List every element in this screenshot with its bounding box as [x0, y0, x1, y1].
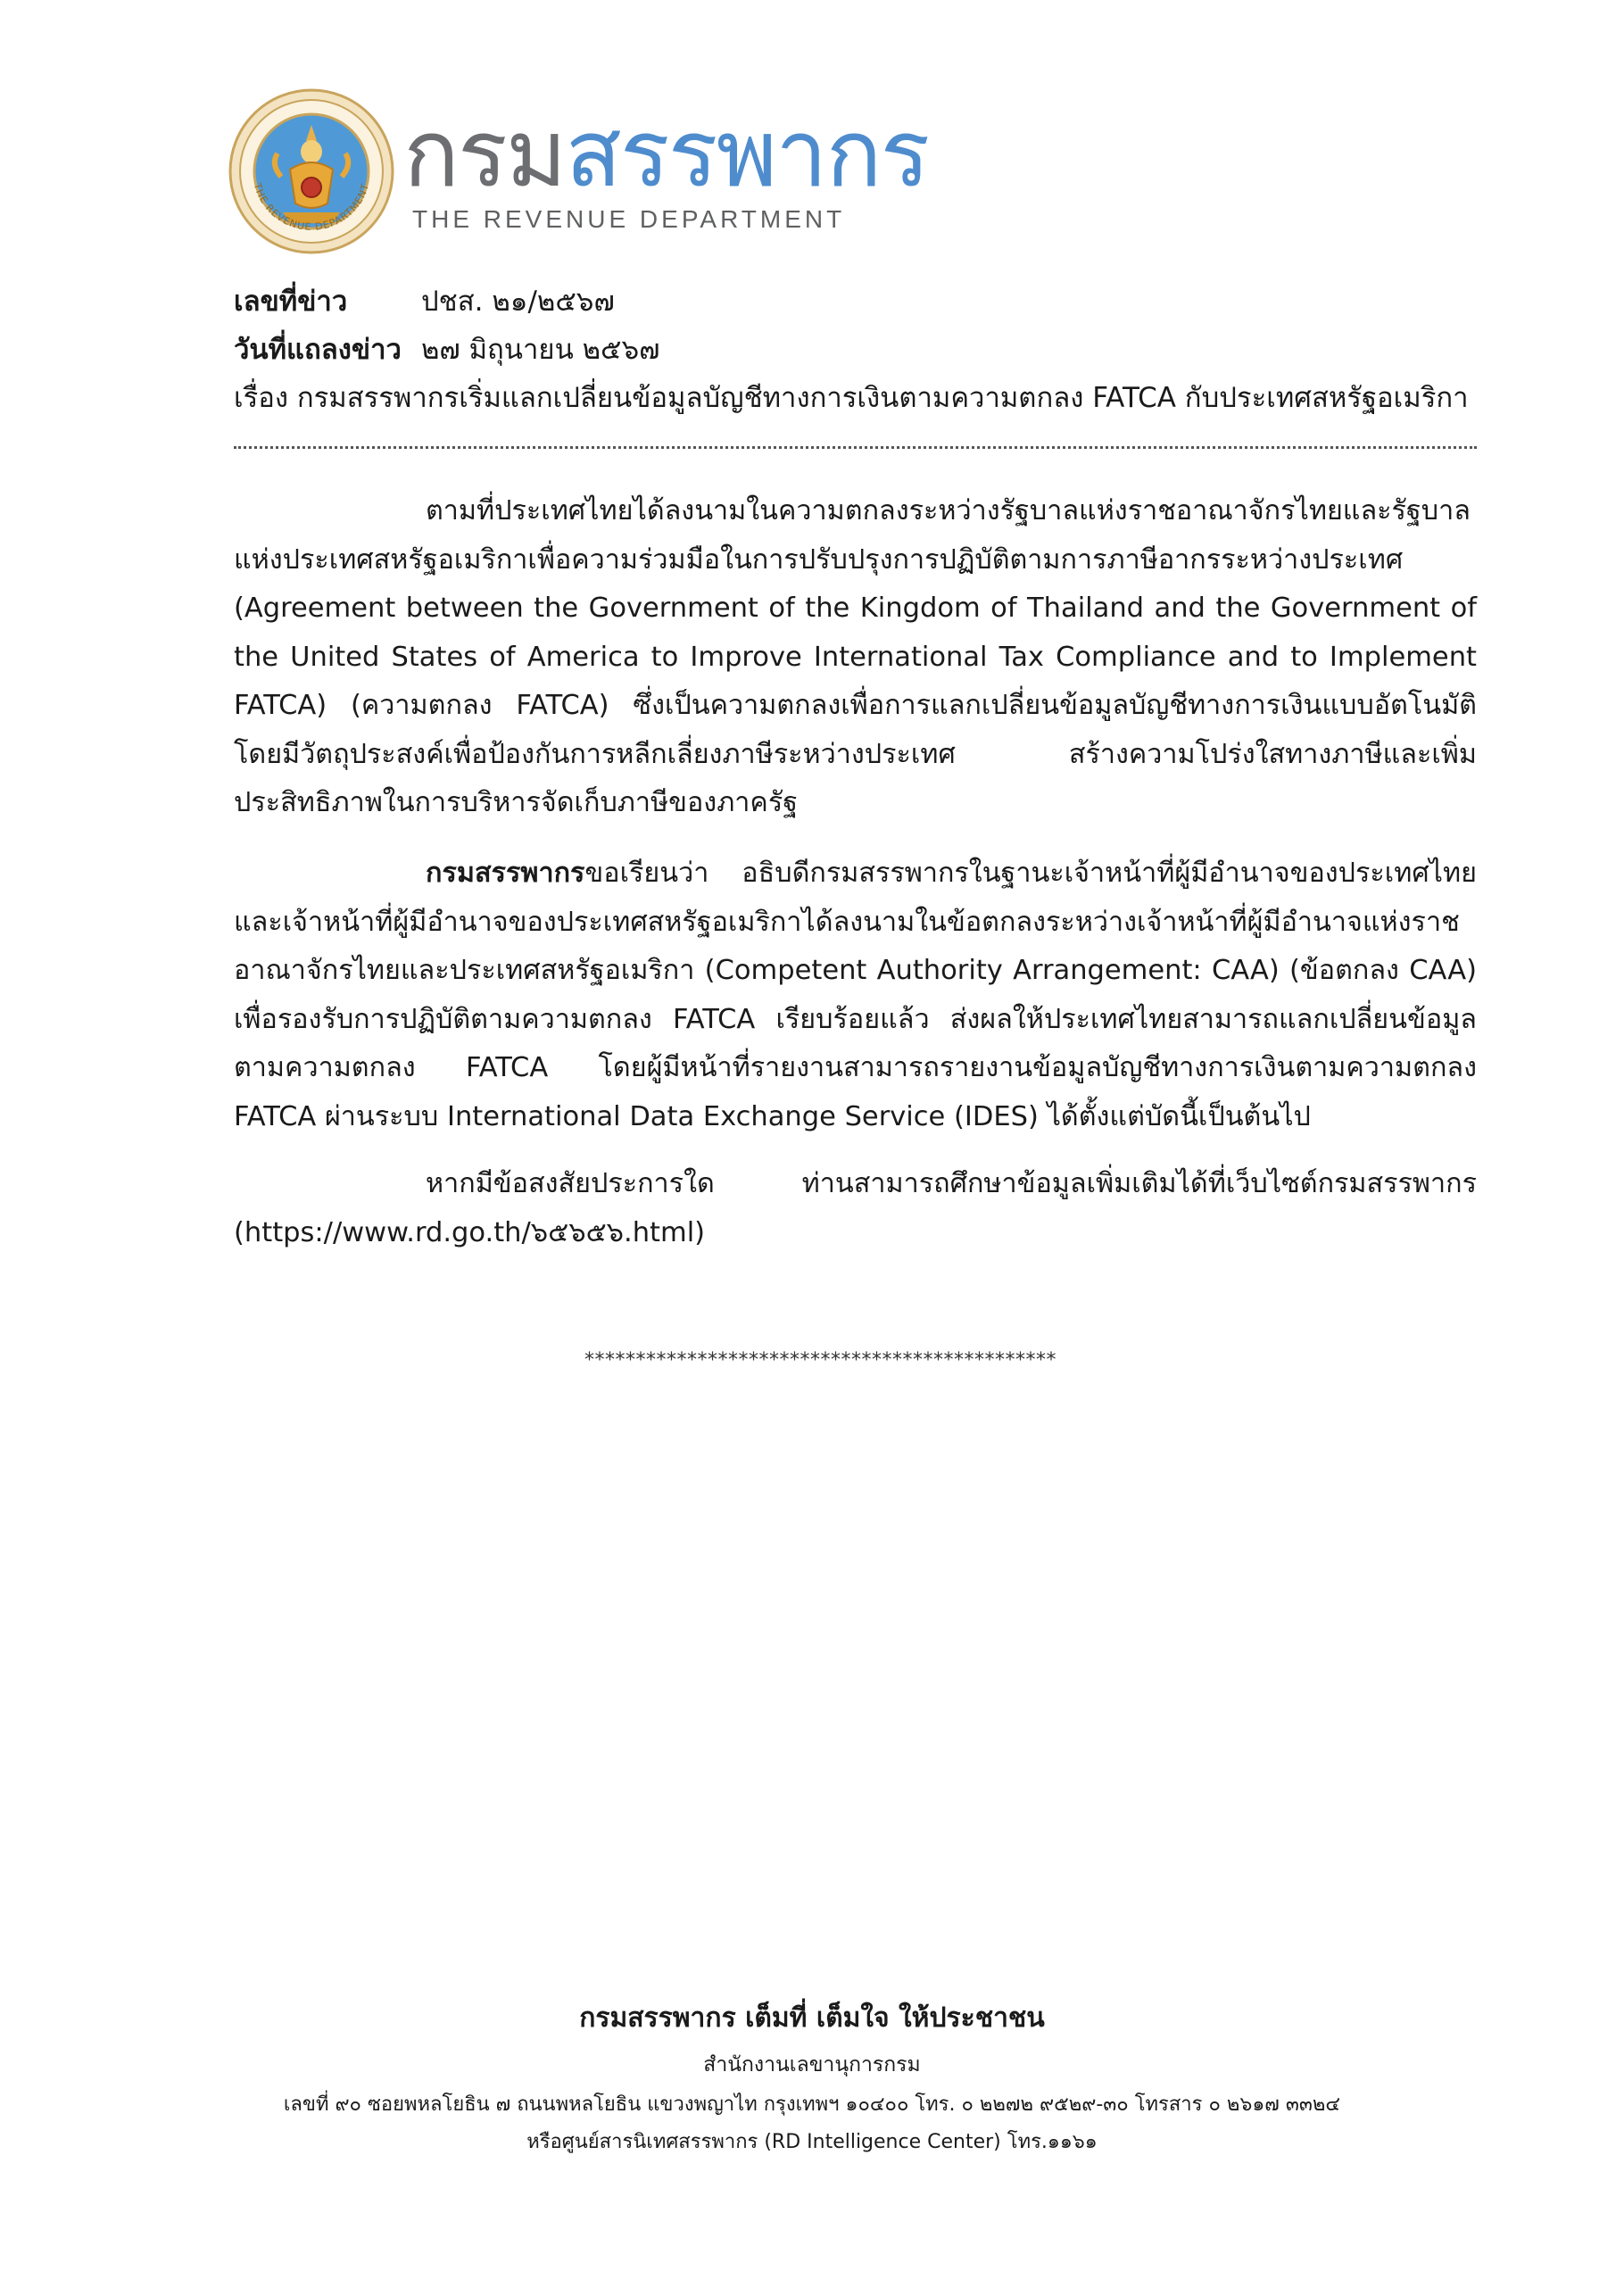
paragraph-2-bold: กรมสรรพากร: [426, 858, 585, 889]
paragraph-1: [234, 487, 1477, 828]
dotted-divider: [234, 446, 1477, 449]
paragraph-1-text: ตามที่ประเทศไทยได้ลงนามในความตกลงระหว่างรัฐบาลแห่งราชอาณาจักรไทยและรัฐบาลแห่งประเทศสหรัฐอเมริกาเพื่อความร่วมมือในการปรับปรุงการปฏิบัติตามการภาษีอากรระหว่างประเทศ (Agreement between the Government of the Kingdom of Thailand and the Government of the United States of America to Improve International Tax Compliance and to Implement FATCA) (ความตกลง FATCA) ซึ่งเป็นความตกลงเพื่อการแลกเปลี่ยนข้อมูลบัญชีทางการเงินแบบอัตโนมัติ โดยมีวัตถุประสงค์เพื่อป้องกันการหลีกเลี่ยงภาษีระหว่างประเทศ สร้างความโปร่งใสทางภาษีและเพิ่มประสิทธิภาพในการบริหารจัดเก็บภาษีของภาครัฐ: [234, 495, 1477, 818]
news-number-line: [234, 278, 615, 323]
paragraph-3-text: หากมีข้อสงสัยประการใด ท่านสามารถศึกษาข้อมูลเพิ่มเติมได้ที่เว็บไซต์กรมสรรพากร (https://www.rd.go.th/๖๕๖๕๖.html): [234, 1168, 1477, 1248]
footer-address: เลขที่ ๙๐ ซอยพหลโยธิน ๗ ถนนพหลโยธิน แขวงพญาไท กรุงเทพฯ ๑๐๔๐๐ โทร. ๐ ๒๒๗๒ ๙๕๒๙-๓๐ โทรสาร ๐ ๒๖๑๗ ๓๓๒๔: [283, 2093, 1341, 2116]
news-number-label: เลขที่ข่าว: [234, 286, 348, 318]
footer-slogan: กรมสรรพากร เต็มที่ เต็มใจ ให้ประชาชน: [579, 2002, 1045, 2034]
paragraph-2-text: ขอเรียนว่า อธิบดีกรมสรรพากรในฐานะเจ้าหน้าที่ผู้มีอำนาจของประเทศไทยและเจ้าหน้าที่ผู้มีอำนาจของประเทศสหรัฐอเมริกาได้ลงนามในข้อตกลงระหว่างเจ้าหน้าที่ผู้มีอำนาจแห่งราชอาณาจักรไทยและประเทศสหรัฐอเมริกา (Competent Authority Arrangement: CAA) (ข้อตกลง CAA) เพื่อรองรับการปฏิบัติตามความตกลง FATCA เรียบร้อยแล้ว ส่งผลให้ประเทศไทยสามารถแลกเปลี่ยนข้อมูลตามความตกลง FATCA โดยผู้มีหน้าที่รายงานสามารถรายงานข้อมูลบัญชีทางการเงินตามความตกลง FATCA ผ่านระบบ International Data Exchange Service (IDES) ได้ตั้งแต่บัดนี้เป็นต้นไป: [234, 858, 1477, 1132]
seal-text: THE REVENUE DEPARTMENT: [251, 181, 372, 233]
release-date-line: [234, 327, 660, 371]
logo-name-part2: สรรพากร: [565, 99, 929, 208]
release-date-label: วันที่แถลงข่าว: [234, 334, 402, 366]
subject-line: เรื่อง กรมสรรพากรเริ่มแลกเปลี่ยนข้อมูลบัญชีทางการเงินตามความตกลง FATCA กับประเทศสหรัฐอเมริกา: [234, 382, 1469, 414]
revenue-department-seal: [228, 87, 395, 255]
footer-contact: หรือศูนย์สารนิเทศสรรพากร (RD Intelligence Center) โทร.๑๑๖๑: [526, 2131, 1098, 2153]
end-mark: **********************************************: [584, 1349, 1056, 1372]
footer-office: สำนักงานเลขานุการกรม: [703, 2053, 921, 2076]
release-date-value: ๒๗ มิถุนายน ๒๕๖๗: [421, 334, 660, 366]
paragraph-2: [234, 850, 1477, 1141]
logo-wordmark: [403, 99, 929, 208]
paragraph-3: [234, 1160, 1477, 1257]
news-number-value: ปชส. ๒๑/๒๕๖๗: [421, 286, 615, 318]
logo-name-part1: กรม: [403, 99, 566, 208]
logo-english-name: THE REVENUE DEPARTMENT: [412, 205, 846, 233]
